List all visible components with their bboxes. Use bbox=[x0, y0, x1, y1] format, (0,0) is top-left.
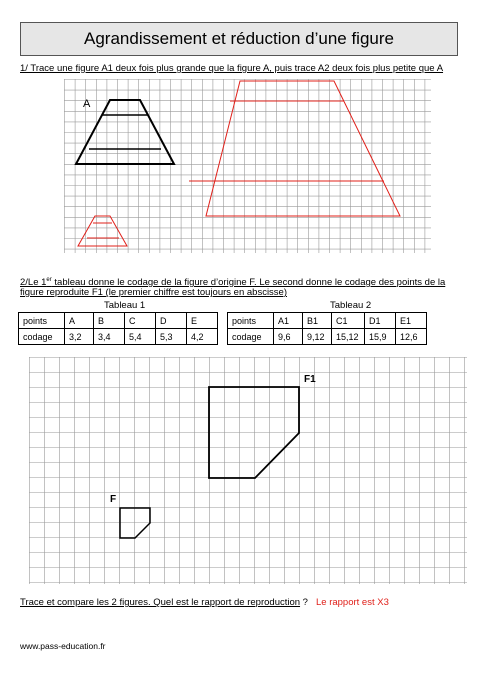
question-2-line-2: figure reproduite F1 (le premier chiffre est toujours en abscisse) bbox=[20, 287, 288, 298]
table-2-codage-row bbox=[228, 329, 427, 345]
answer-text: Le rapport est X3 bbox=[315, 597, 389, 608]
table-cell: 12,6 bbox=[396, 329, 427, 345]
table-cell: E bbox=[187, 313, 218, 329]
grid-2 bbox=[29, 357, 467, 584]
table-2 bbox=[227, 312, 427, 345]
q2-line1-post: tableau donne le codage de la figure d’origine F. Le second donne le codage des points de la bbox=[51, 277, 446, 289]
table-cell: 3,4 bbox=[94, 329, 125, 345]
figure-a-label: A bbox=[83, 98, 91, 110]
table-cell: D bbox=[156, 313, 187, 329]
table-cell: codage bbox=[19, 329, 65, 345]
table-cell: A bbox=[65, 313, 94, 329]
table-1-caption: Tableau 1 bbox=[104, 300, 146, 311]
q2-line1-pre: 2/Le 1 bbox=[20, 277, 47, 289]
table-cell: C1 bbox=[332, 313, 365, 329]
table-cell: B1 bbox=[303, 313, 332, 329]
table-cell: 15,9 bbox=[365, 329, 396, 345]
question-3-text: Trace et compare les 2 figures. Quel est le rapport de reproduction bbox=[20, 597, 301, 608]
figure-a bbox=[76, 100, 174, 164]
table-2-caption: Tableau 2 bbox=[330, 300, 372, 311]
question-1-text: 1/ Trace une figure A1 deux fois plus grande que la figure A, puis trace A2 deux fois plus petite que A bbox=[20, 63, 444, 74]
table-cell: 4,2 bbox=[187, 329, 218, 345]
figure-a2 bbox=[78, 216, 127, 246]
table-cell: C bbox=[125, 313, 156, 329]
grid-1 bbox=[64, 79, 431, 253]
table-cell: 3,2 bbox=[65, 329, 94, 345]
table-cell: points bbox=[19, 313, 65, 329]
table-cell: codage bbox=[228, 329, 274, 345]
table-2-header-row bbox=[228, 313, 427, 329]
figure-f-label: F bbox=[110, 494, 117, 505]
figure-f1-label: F1 bbox=[304, 374, 316, 385]
table-cell: A1 bbox=[274, 313, 303, 329]
table-1-header-row bbox=[19, 313, 218, 329]
question-3-mark: ? bbox=[300, 597, 308, 608]
q2-line1-sup: er bbox=[46, 277, 52, 283]
table-1 bbox=[18, 312, 218, 345]
table-cell: B bbox=[94, 313, 125, 329]
table-cell: 5,3 bbox=[156, 329, 187, 345]
title-text: Agrandissement et réduction d’une figure bbox=[84, 29, 394, 48]
table-cell: D1 bbox=[365, 313, 396, 329]
table-cell: 15,12 bbox=[332, 329, 365, 345]
question-3 bbox=[20, 597, 389, 609]
footer-url: www.pass-education.fr bbox=[20, 641, 106, 651]
table-1-codage-row bbox=[19, 329, 218, 345]
table-cell: 5,4 bbox=[125, 329, 156, 345]
table-cell: points bbox=[228, 313, 274, 329]
table-cell: 9,6 bbox=[274, 329, 303, 345]
page-title bbox=[20, 22, 458, 56]
table-cell: E1 bbox=[396, 313, 427, 329]
figure-f bbox=[120, 508, 150, 538]
table-cell: 9,12 bbox=[303, 329, 332, 345]
